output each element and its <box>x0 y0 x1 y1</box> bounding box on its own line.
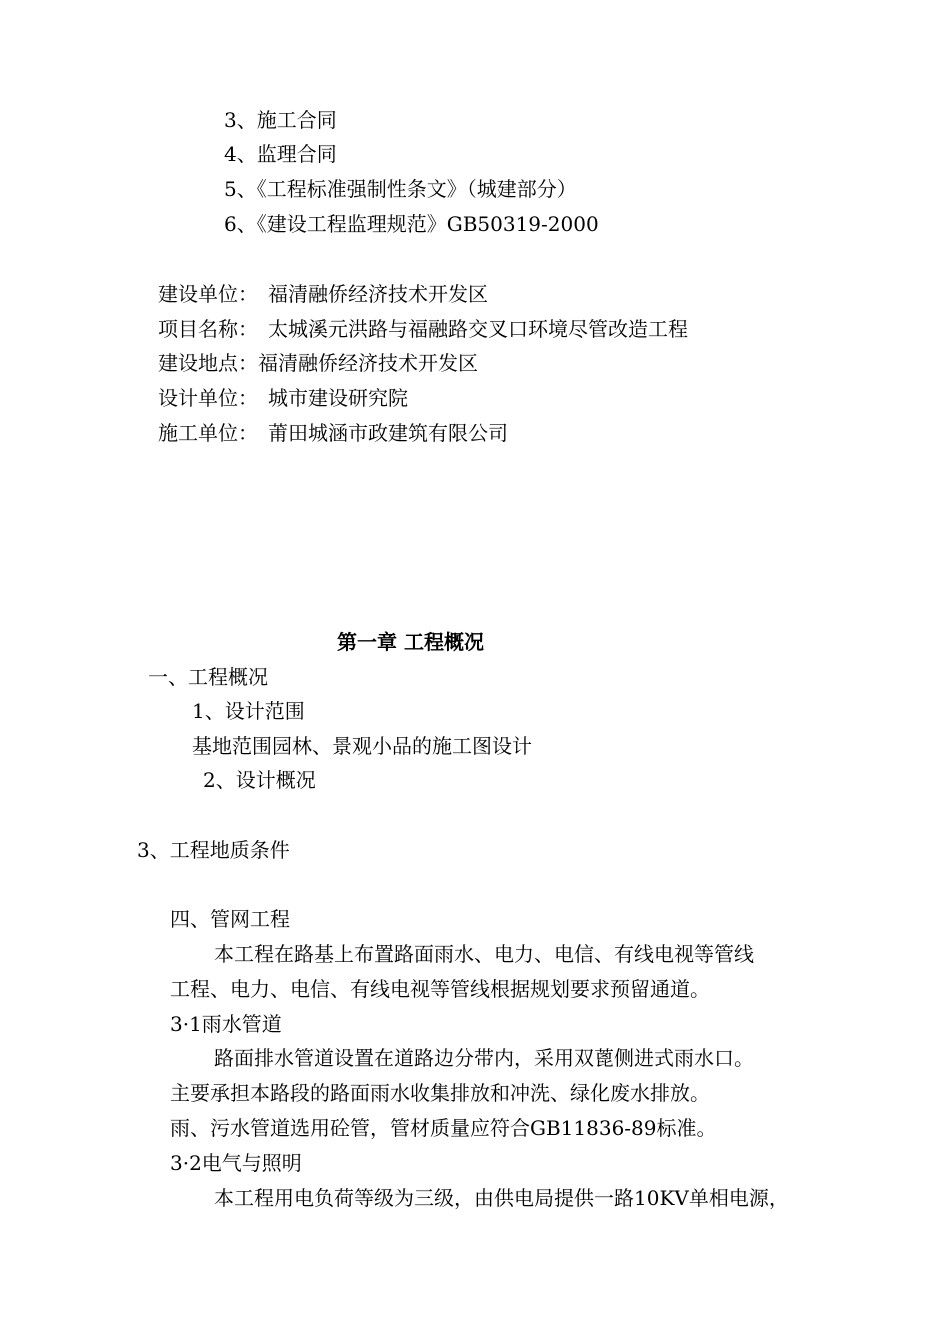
reference-item: 5、《工程标准强制性条文》（城建部分） <box>224 177 577 201</box>
section-heading: 四、管网工程 <box>170 907 290 931</box>
subsection-heading: 3·2电气与照明 <box>170 1151 302 1175</box>
paragraph-line: 雨、污水管道选用砼管，管材质量应符合GB11836-89标准。 <box>170 1116 717 1140</box>
reference-item: 4、监理合同 <box>224 142 337 166</box>
section-heading: 一、工程概况 <box>148 665 268 689</box>
reference-item: 6、《建设工程监理规范》GB50319-2000 <box>224 212 599 236</box>
paragraph-line: 工程、电力、电信、有线电视等管线根据规划要求预留通道。 <box>170 977 710 1001</box>
project-contractor: 施工单位： 莆田城涵市政建筑有限公司 <box>158 421 508 445</box>
paragraph-line: 主要承担本路段的路面雨水收集排放和冲洗、绿化废水排放。 <box>170 1081 710 1105</box>
project-name: 项目名称： 太城溪元洪路与福融路交叉口环境尽管改造工程 <box>158 317 688 341</box>
subsection-heading: 3、工程地质条件 <box>137 838 290 862</box>
subsection-heading: 2、设计概况 <box>203 768 316 792</box>
paragraph-line: 路面排水管道设置在道路边分带内，采用双蓖侧进式雨水口。 <box>214 1046 754 1070</box>
subsection-heading: 1、设计范围 <box>192 699 305 723</box>
paragraph-line: 基地范围园林、景观小品的施工图设计 <box>192 734 532 758</box>
paragraph-line: 本工程在路基上布置路面雨水、电力、电信、有线电视等管线 <box>214 942 754 966</box>
chapter-title: 第一章 工程概况 <box>337 630 484 654</box>
reference-item: 3、施工合同 <box>224 108 337 132</box>
project-owner: 建设单位： 福清融侨经济技术开发区 <box>158 282 488 306</box>
subsection-heading: 3·1雨水管道 <box>170 1012 282 1036</box>
project-designer: 设计单位： 城市建设研究院 <box>158 386 408 410</box>
paragraph-line: 本工程用电负荷等级为三级，由供电局提供一路10KV单相电源， <box>214 1186 789 1210</box>
project-location: 建设地点：福清融侨经济技术开发区 <box>158 351 478 375</box>
